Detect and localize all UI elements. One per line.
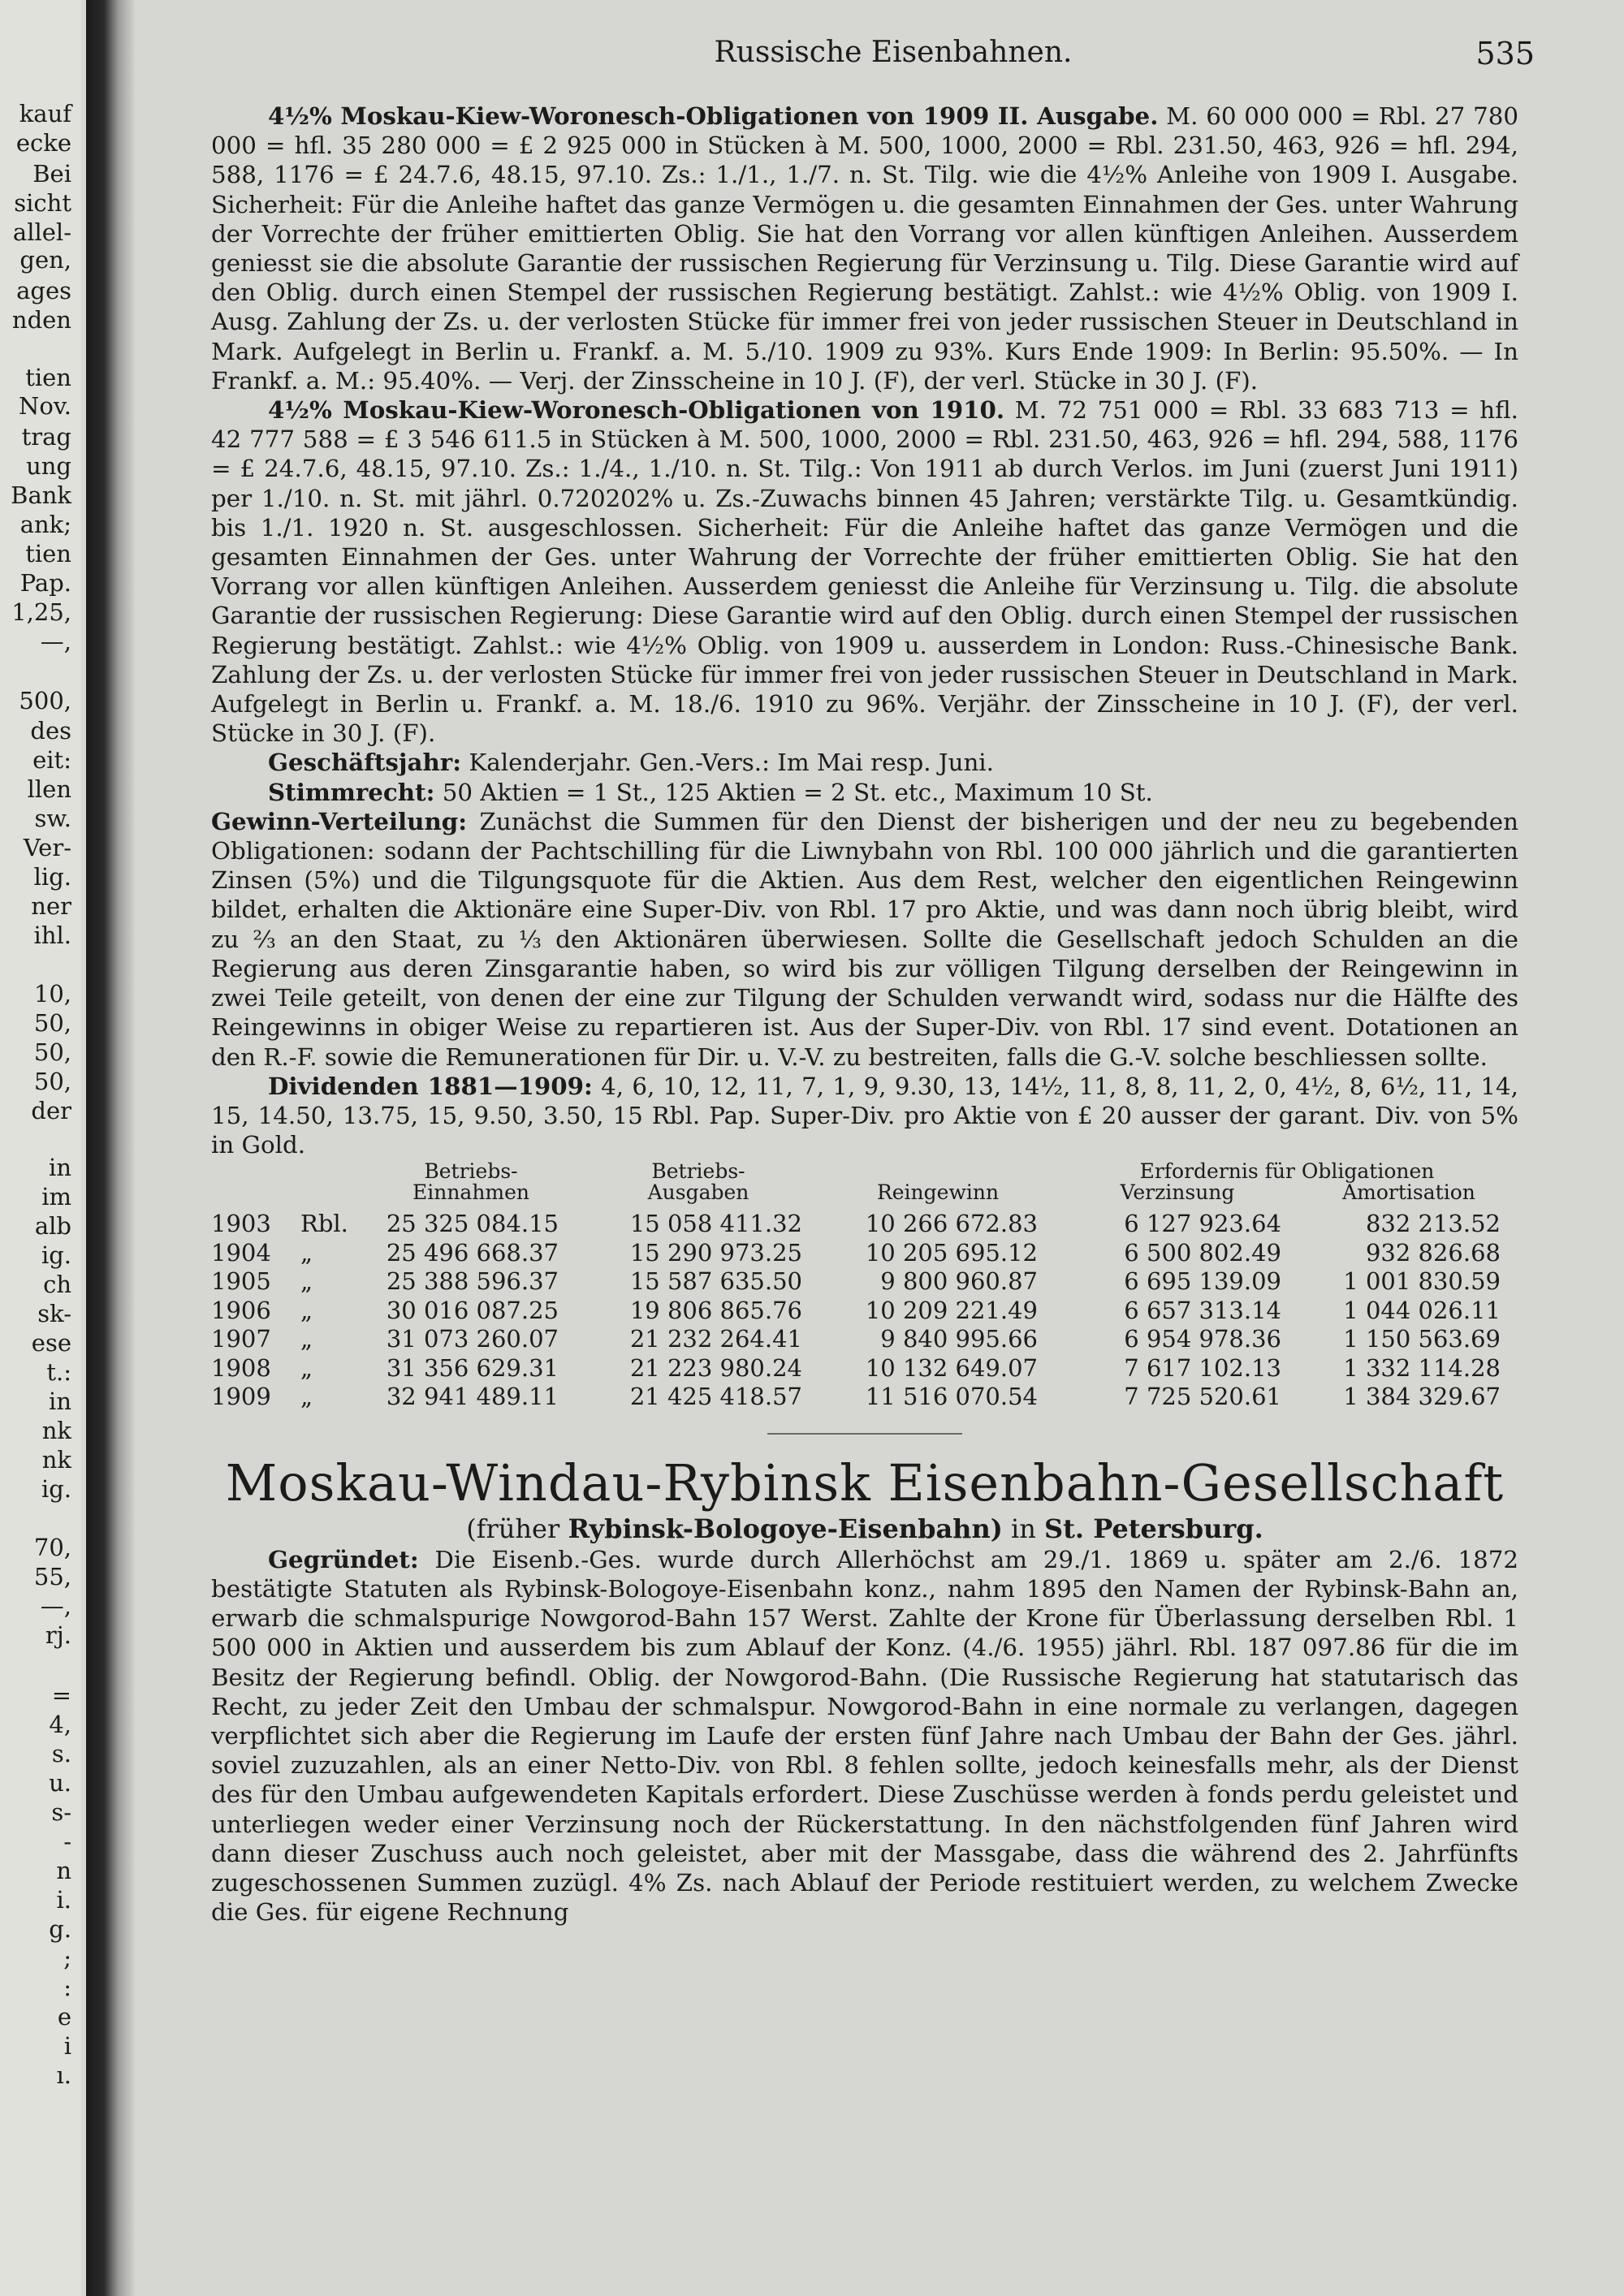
ausgaben-cell: 15 587 635.50 xyxy=(629,1267,802,1296)
geschaeftsjahr-label: Geschäftsjahr: xyxy=(268,748,462,777)
company-subtitle xyxy=(211,1513,1518,1545)
financial-results-table xyxy=(211,1161,1518,1412)
margin-fragment: nk xyxy=(41,1417,71,1444)
header-betriebs-einnahmen: Betriebs- Einnahmen xyxy=(412,1159,530,1205)
reingewinn-cell: 10 209 221.49 xyxy=(865,1296,1038,1324)
reingewinn-cell: 10 132 649.07 xyxy=(865,1353,1038,1382)
margin-fragment: 4, xyxy=(49,1711,71,1738)
company-title: Moskau-Windau-Rybinsk Eisenbahn-Gesellschaft xyxy=(225,1452,1505,1513)
margin-fragment: ; xyxy=(63,1944,71,1972)
table-row xyxy=(211,1239,1518,1268)
margin-fragment: ecke xyxy=(15,129,71,157)
amortisation-cell: 1 150 563.69 xyxy=(1343,1325,1501,1353)
margin-fragment: —, xyxy=(40,628,71,655)
margin-fragment: Bank xyxy=(11,481,71,509)
year-cell: 1908 xyxy=(211,1353,271,1382)
margin-fragment: nden xyxy=(11,306,71,334)
margin-fragment: lig. xyxy=(33,863,71,891)
einnahmen-cell: 25 388 596.37 xyxy=(386,1267,559,1296)
margin-fragment: sk- xyxy=(37,1300,71,1327)
year-cell: 1909 xyxy=(211,1383,271,1411)
bond-paragraph-1909 xyxy=(211,101,1518,395)
margin-fragment: nk xyxy=(41,1446,71,1474)
margin-fragment: 55, xyxy=(33,1563,71,1590)
verzinsung-cell: 6 954 978.36 xyxy=(1124,1325,1281,1353)
running-title: Russische Eisenbahnen. xyxy=(714,36,1073,69)
table-row xyxy=(211,1354,1518,1383)
geschaeftsjahr-line xyxy=(211,748,1518,777)
year-cell: 1907 xyxy=(211,1325,271,1353)
ausgaben-cell: 21 232 264.41 xyxy=(629,1325,802,1353)
verzinsung-cell: 7 617 102.13 xyxy=(1124,1353,1281,1382)
margin-fragment: ank; xyxy=(19,511,71,538)
running-header xyxy=(154,32,1535,73)
margin-fragment: 1,25, xyxy=(11,598,71,626)
margin-fragment: tien xyxy=(25,540,71,568)
document-page xyxy=(154,0,1608,2296)
bond-paragraph-1910 xyxy=(211,395,1518,748)
margin-fragment: sw. xyxy=(34,805,71,832)
margin-fragment: = xyxy=(51,1681,71,1709)
amortisation-cell: 1 332 114.28 xyxy=(1343,1353,1501,1382)
header-reingewinn: Reingewinn xyxy=(876,1180,1000,1205)
margin-fragment: ihl. xyxy=(33,921,71,949)
margin-fragment: alb xyxy=(34,1212,71,1240)
margin-fragment: 50, xyxy=(33,1009,71,1037)
verzinsung-cell: 6 695 139.09 xyxy=(1124,1267,1281,1296)
stimmrecht-line xyxy=(211,778,1518,807)
margin-fragment: ages xyxy=(16,277,71,304)
margin-fragment: ner xyxy=(31,892,71,920)
table-row xyxy=(211,1297,1518,1326)
header-verzinsung: Verzinsung xyxy=(1120,1180,1235,1205)
amortisation-cell: 832 213.52 xyxy=(1365,1210,1501,1238)
margin-fragment: s- xyxy=(51,1798,71,1826)
table-row xyxy=(211,1383,1518,1412)
margin-fragment: 10, xyxy=(33,980,71,1008)
bond-text-1909: M. 60 000 000 = Rbl. 27 780 000 = hfl. 35 280 000 = £ 2 925 000 in Stücken à M. 500, 1000, 2000 = Rbl. 231.50, 463, 926 = hfl. 294, 588, 1176 = £ 24.7.6, 48.15, 97.10. Zs.: 1./1., 1./7. n. St. Tilg. wie die 4½% Anleihe von 1909 I. Ausgabe. Sicherheit: Für die Anleihe haftet das ganze Vermögen u. die gesamten Einnahmen der Ges. unter Wahrung der Vorrechte der früher emittierten Oblig. Sie hat den Vorrang vor allen künftigen Anleihen. Ausserdem geniesst sie die absolute Garantie der russischen Regierung für Verzinsung u. Tilg. Diese Garantie wird auf den Oblig. durch einen Stempel der russischen Regierung bestätigt. Zahlst.: wie 4½% Oblig. von 1909 I. Ausg. Zahlung der Zs. u. der verlosten Stücke für immer frei von jeder russischen Steuer in Deutschland in Mark. Aufgelegt in Berlin u. Frankf. a. M. 5./10. 1909 zu 93%. Kurs Ende 1909: In Berlin: 95.50%. — In Frankf. a. M.: 95.40%. — Verj. der Zinsscheine in 10 J. (F), der verl. Stücke in 30 J. (F). xyxy=(211,102,1518,395)
ausgaben-cell: 21 223 980.24 xyxy=(629,1353,802,1382)
reingewinn-cell: 9 840 995.66 xyxy=(880,1325,1038,1353)
verzinsung-cell: 7 725 520.61 xyxy=(1124,1383,1281,1411)
dividenden-paragraph xyxy=(211,1072,1518,1160)
reingewinn-cell: 10 205 695.12 xyxy=(865,1238,1038,1267)
gegruendet-label: Gegründet: xyxy=(268,1544,419,1573)
margin-fragment: allel- xyxy=(12,218,71,246)
margin-fragment: g. xyxy=(49,1915,71,1943)
table-row xyxy=(211,1325,1518,1354)
reingewinn-cell: 11 516 070.54 xyxy=(865,1383,1038,1411)
margin-fragment: s. xyxy=(51,1740,71,1767)
page-number: 535 xyxy=(1475,36,1535,71)
margin-fragment: ung xyxy=(26,452,71,480)
page-body xyxy=(211,101,1518,1927)
margin-fragment: Bei xyxy=(32,160,71,188)
ausgaben-cell: 21 425 418.57 xyxy=(629,1383,802,1411)
margin-fragment: rj. xyxy=(45,1621,71,1649)
amortisation-cell: 1 384 329.67 xyxy=(1343,1383,1501,1411)
einnahmen-cell: 30 016 087.25 xyxy=(386,1296,559,1324)
gegruendet-paragraph xyxy=(211,1545,1518,1927)
margin-fragment: ig. xyxy=(41,1475,71,1503)
year-cell: 1905 xyxy=(211,1267,271,1296)
margin-fragment: trag xyxy=(21,423,71,451)
dividenden-text: 4, 6, 10, 12, 11, 7, 1, 9, 9.30, 13, 14½, 11, 8, 8, 11, 2, 0, 4½, 8, 6½, 11, 14, 15, 14.50, 13.75, 15, 9.50, 3.50, 15 Rbl. Pap. Super-Div. pro Aktie von £ 20 ausser der garant. Div. von 5% in Gold. xyxy=(211,1072,1518,1159)
margin-fragment: - xyxy=(63,1828,71,1855)
currency-cell: „ xyxy=(300,1238,313,1267)
margin-fragment: des xyxy=(30,717,71,744)
margin-fragment: ese xyxy=(31,1329,71,1357)
reingewinn-cell: 10 266 672.83 xyxy=(865,1210,1038,1238)
year-cell: 1906 xyxy=(211,1296,271,1324)
reingewinn-cell: 9 800 960.87 xyxy=(880,1267,1038,1296)
margin-fragment: Nov. xyxy=(19,392,71,420)
margin-fragment: llen xyxy=(27,775,71,803)
margin-fragment: ch xyxy=(43,1271,71,1298)
header-betriebs-ausgaben: Betriebs- Ausgaben xyxy=(647,1159,749,1205)
gewinn-verteilung-text: Zunächst die Summen für den Dienst der bisherigen und der neu zu begebenden Obligationen: sodann der Pachtschilling für die Liwnybahn von Rbl. 100 000 jährlich und die garantierten Zinsen (5%) und die Tilgungsquote für die Aktien. Aus dem Rest, welcher den eigentlichen Reingewinn bildet, erhalten die Aktionäre eine Super-Div. von Rbl. 17 pro Aktie, und was dann noch übrig bleibt, wird zu ⅔ an den Staat, zu ⅓ den Aktionären überwiesen. Sollte die Gesellschaft jedoch Schulden an die Regierung aus deren Zinsgarantie haben, so wird bis zur völligen Tilgung derselben der Reingewinn in zwei Teile geteilt, von denen der eine zur Tilgung der Schulden verwandt wird, sodass nur die Hälfte des Reingewinns in obiger Weise zu repartieren ist. Aus der Super-Div. von Rbl. 17 sind event. Dotationen an den R.-F. sowie die Remunerationen für Dir. u. V.-V. zu bestreiten, falls die G.-V. solche beschliessen sollte. xyxy=(211,807,1518,1071)
margin-fragment: der xyxy=(31,1097,71,1124)
margin-fragment: im xyxy=(41,1183,71,1211)
margin-fragment: ig. xyxy=(41,1241,71,1269)
ausgaben-cell: 15 290 973.25 xyxy=(629,1238,802,1267)
margin-fragment: Pap. xyxy=(19,569,71,597)
currency-cell: „ xyxy=(300,1267,313,1296)
amortisation-cell: 932 826.68 xyxy=(1365,1238,1501,1267)
einnahmen-cell: 31 073 260.07 xyxy=(386,1325,559,1353)
section-divider xyxy=(767,1433,962,1435)
currency-cell: „ xyxy=(300,1296,313,1324)
margin-fragment: : xyxy=(63,1974,71,2001)
bond-text-1910: M. 72 751 000 = Rbl. 33 683 713 = hfl. 42 777 588 = £ 3 546 611.5 in Stücken à M. 500, 1000, 2000 = Rbl. 231.50, 463, 926 = hfl. 294, 588, 1176 = £ 24.7.6, 48.15, 97.10. Zs.: 1./4., 1./10. n. St. Tilg.: Von 1911 ab durch Verlos. im Juni (zuerst Juni 1911) per 1./10. n. St. mit jährl. 0.720202% u. Zs.-Zuwachs binnen 45 Jahren; verstärkte Tilg. u. Gesamtkündig. bis 1./1. 1920 n. St. ausgeschlossen. Sicherheit: Für die Anleihe haftet das ganze Vermögen und die gesamten Einnahmen der Ges. unter Wahrung der Vorrechte der früher emittierten Oblig. Sie hat den Vorrang vor allen künftigen Anleihen. Ausserdem geniesst die Anleihe für Verzinsung u. Tilg. die absolute Garantie der russischen Regierung: Diese Garantie wird auf den Oblig. durch einen Stempel der russischen Regierung bestätigt. Zahlst.: wie 4½% Oblig. von 1909 u. ausserdem in London: Russ.-Chinesische Bank. Zahlung der Zs. u. der verlosten Stücke für immer frei von jeder russischen Steuer in Deutschland in Mark. Aufgelegt in Berlin u. Frankf. a. M. 18./6. 1910 zu 96%. Verjähr. der Zinsscheine in 10 J. (F), der verl. Stücke in 30 J. (F). xyxy=(211,396,1518,748)
header-amortisation: Amortisation xyxy=(1342,1180,1475,1205)
amortisation-cell: 1 001 830.59 xyxy=(1343,1267,1501,1296)
verzinsung-cell: 6 657 313.14 xyxy=(1124,1296,1281,1324)
margin-fragment: u. xyxy=(49,1769,71,1797)
verzinsung-cell: 6 500 802.49 xyxy=(1124,1238,1281,1267)
currency-cell: „ xyxy=(300,1383,313,1411)
einnahmen-cell: 31 356 629.31 xyxy=(386,1353,559,1382)
margin-fragment: tien xyxy=(25,364,71,391)
einnahmen-cell: 32 941 489.11 xyxy=(386,1383,559,1411)
gewinn-verteilung-label: Gewinn-Verteilung: xyxy=(211,806,468,835)
subtitle-in: in xyxy=(1011,1513,1036,1544)
currency-cell: „ xyxy=(300,1353,313,1382)
gegruendet-text: Die Eisenb.-Ges. wurde durch Allerhöchst am 29./1. 1869 u. später am 2./6. 1872 bestätigte Statuten als Rybinsk-Bologoye-Eisenbahn konz., nahm 1895 den Namen der Rybinsk-Bahn an, erwarb die schmalspurige Nowgorod-Bahn 157 Werst. Zahlte der Krone für Überlassung derselben Rbl. 1 500 000 in Aktien und ausserdem bis zum Ablauf der Konz. (4./6. 1955) jährl. Rbl. 187 097.86 für die im Besitz der Regierung befindl. Oblig. der Nowgorod-Bahn. (Die Russische Regierung hat statutarisch das Recht, zu jeder Zeit den Umbau der schmalspur. Nowgorod-Bahn in eine normale zu verlangen, dagegen verpflichtet sich aber die Regierung im Laufe der ersten fünf Jahre nach Umbau der Bahn der Ges. jährl. soviel zuzuzahlen, als an einer Netto-Div. von Rbl. 8 fehlen sollte, jedoch keinesfalls mehr, als der Dienst des für den Umbau aufgewendeten Kapitals erfordert. Diese Zuschüsse werden à fonds perdu geleistet und unterliegen weder einer Verzinsung noch der Rückerstattung. In den nächstfolgenden fünf Jahren wird dann dieser Zuschuss auch noch geleistet, aber mit der Massgabe, dass die während des 2. Jahrfünfts zugeschossenen Summen zuzügl. 4% Zs. nach Ablauf der Periode restituiert werden, zu welchem Zwecke die Ges. für eigene Rechnung xyxy=(211,1545,1518,1927)
table-row xyxy=(211,1267,1518,1297)
ausgaben-cell: 15 058 411.32 xyxy=(629,1210,802,1238)
verzinsung-cell: 6 127 923.64 xyxy=(1124,1210,1281,1238)
subtitle-prefix: (früher xyxy=(466,1513,560,1544)
stimmrecht-label: Stimmrecht: xyxy=(268,777,435,806)
margin-fragment: 50, xyxy=(33,1038,71,1066)
einnahmen-cell: 25 325 084.15 xyxy=(386,1210,559,1238)
margin-fragment: i. xyxy=(56,1886,71,1914)
stimmrecht-text: 50 Aktien = 1 St., 125 Aktien = 2 St. etc., Maximum 10 St. xyxy=(442,778,1153,806)
amortisation-cell: 1 044 026.11 xyxy=(1343,1296,1501,1324)
subtitle-former-name: Rybinsk-Bologoye-Eisenbahn) xyxy=(568,1513,1003,1544)
currency-cell: Rbl. xyxy=(300,1210,348,1238)
margin-fragment: t.: xyxy=(46,1358,71,1386)
margin-fragment: kauf xyxy=(19,100,71,127)
year-cell: 1904 xyxy=(211,1238,271,1267)
binding-gutter xyxy=(86,0,135,2296)
margin-fragment: gen, xyxy=(19,246,71,274)
margin-fragment: sicht xyxy=(14,189,71,217)
margin-fragment: Ver- xyxy=(23,834,71,861)
einnahmen-cell: 25 496 668.37 xyxy=(386,1238,559,1267)
adjacent-page-fragment xyxy=(0,0,81,2296)
table-row xyxy=(211,1210,1518,1239)
margin-fragment: eit: xyxy=(32,746,71,774)
gewinn-verteilung-paragraph xyxy=(211,807,1518,1072)
margin-fragment: 500, xyxy=(19,687,71,714)
header-erfordernis: Erfordernis für Obligationen xyxy=(1139,1159,1435,1184)
margin-fragment: in xyxy=(49,1388,71,1415)
subtitle-city: St. Petersburg. xyxy=(1044,1513,1263,1544)
margin-fragment: in xyxy=(49,1154,71,1181)
bond-title-1910: 4½% Moskau-Kiew-Woronesch-Obligationen von 1910. xyxy=(268,395,1005,425)
year-cell: 1903 xyxy=(211,1210,271,1238)
margin-fragment: n xyxy=(56,1857,71,1884)
ausgaben-cell: 19 806 865.76 xyxy=(629,1296,802,1324)
table-header-row-1 xyxy=(211,1161,1518,1182)
margin-fragment: 50, xyxy=(33,1068,71,1095)
margin-fragment: —, xyxy=(40,1592,71,1620)
margin-fragment: i xyxy=(63,2032,71,2060)
currency-cell: „ xyxy=(300,1325,313,1353)
geschaeftsjahr-text: Kalenderjahr. Gen.-Vers.: Im Mai resp. Juni. xyxy=(469,749,994,777)
margin-fragment: e xyxy=(57,2003,71,2031)
bond-title-1909: 4½% Moskau-Kiew-Woronesch-Obligationen von 1909 II. Ausgabe. xyxy=(268,101,1159,130)
margin-fragment: ı. xyxy=(56,2061,71,2089)
dividenden-label: Dividenden 1881—1909: xyxy=(268,1071,593,1100)
margin-fragment: 70, xyxy=(33,1534,71,1561)
